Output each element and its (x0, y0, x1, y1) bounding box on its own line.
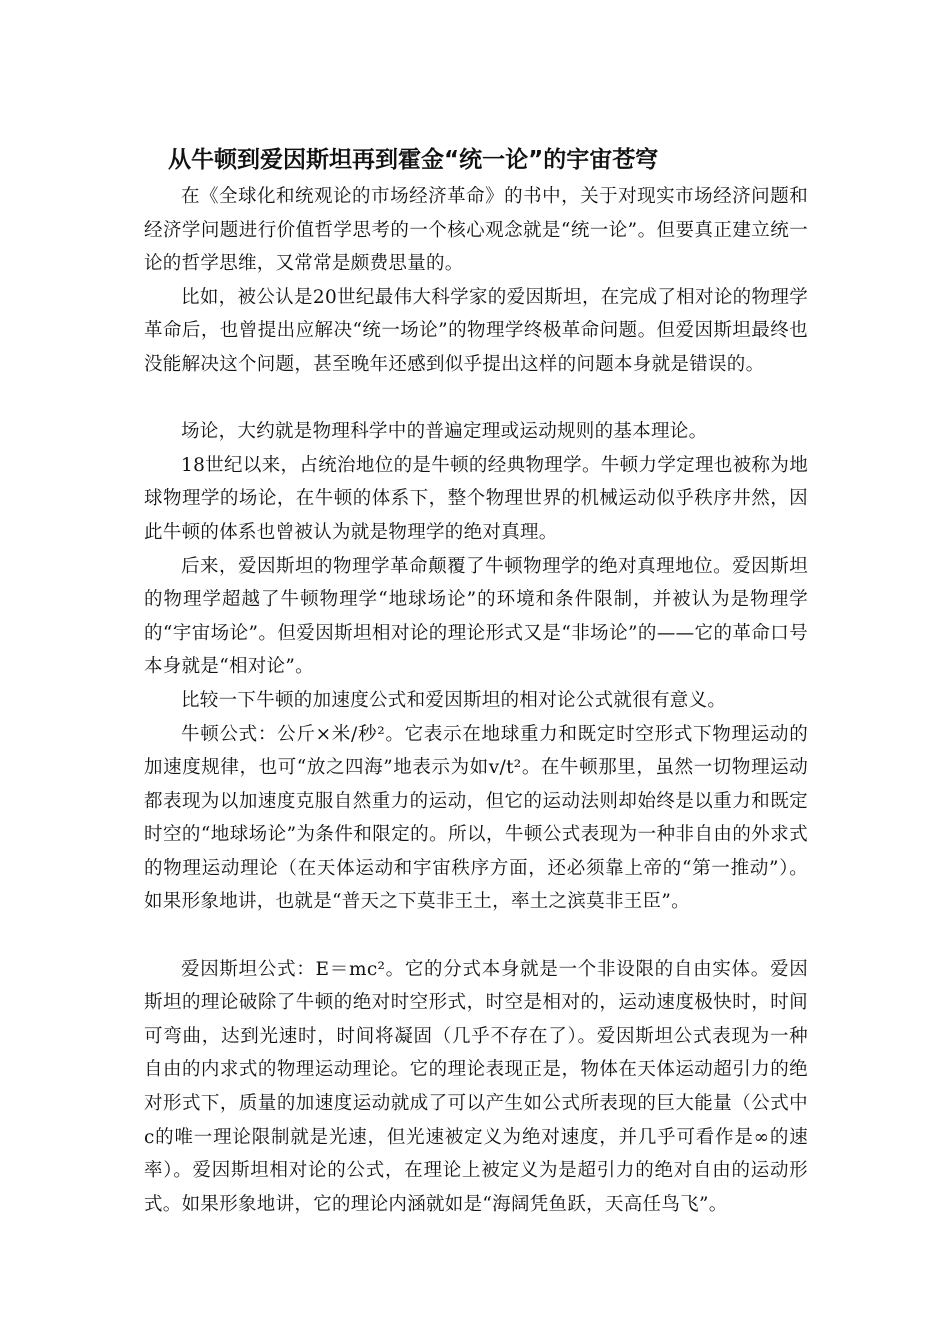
paragraph-3: 场论，大约就是物理科学中的普遍定理或运动规则的基本理论。 (181, 421, 708, 443)
paragraph-1: 在《全球化和统观论的市场经济革命》的书中，关于对现实市场经济问题和经济学问题进行价值哲学思考的一个核心观念就是“统一论”。但要真正建立统一论的哲学思维，又常常是颇费思量的。 (144, 186, 808, 275)
paragraph-7: 牛顿公式：公斤×米/秒²。它表示在地球重力和既定时空形式下物理运动的加速度规律，也可“放之四海”地表示为如v/t²。在牛顿那里，虽然一切物理运动都表现为以加速度克服自然重力的运动，但它的运动法则却始终是以重力和既定时空的“地球场论”为条件和限定的。所以，牛顿公式表现为一种非自由的外求式的物理运动理论（在天体运动和宇宙秩序方面，还必须靠上帝的“第一推动”）。如果形象地讲，也就是“普天之下莫非王土，率土之滨莫非王臣”。 (144, 723, 808, 913)
paragraph-6: 比较一下牛顿的加速度公式和爱因斯坦的相对论公式就很有意义。 (181, 689, 727, 711)
paragraph-2: 比如，被公认是20世纪最伟大科学家的爱因斯坦，在完成了相对论的物理学革命后，也曾提出应解决“统一场论”的物理学终极革命问题。但爱因斯坦最终也没能解决这个问题，甚至晚年还感到似乎提出这样的问题本身就是错误的。 (144, 286, 808, 375)
document-title: 从牛顿到爱因斯坦再到霍金“统一论”的宇宙苍穹 (168, 147, 659, 173)
document-body (144, 180, 808, 1221)
paragraph-8: 爱因斯坦公式：E＝mc²。它的分式本身就是一个非设限的自由实体。爱因斯坦的理论破除了牛顿的绝对时空形式，时空是相对的，运动速度极快时，时间可弯曲，达到光速时，时间将凝固（几乎不存在了）。爱因斯坦公式表现为一种自由的内求式的物理运动理论。它的理论表现正是，物体在天体运动超引力的绝对形式下，质量的加速度运动就成了可以产生如公式所表现的巨大能量（公式中c的唯一理论限制就是光速，但光速被定义为绝对速度，并几乎可看作是∞的速率）。爱因斯坦相对论的公式，在理论上被定义为是超引力的绝对自由的运动形式。如果形象地讲，它的理论内涵就如是“海阔凭鱼跃，天高任鸟飞”。 (144, 958, 808, 1215)
paragraph-4: 18世纪以来，占统治地位的是牛顿的经典物理学。牛顿力学定理也被称为地球物理学的场论，在牛顿的体系下，整个物理世界的机械运动似乎秩序井然，因此牛顿的体系也曾被认为就是物理学的绝对真理。 (144, 454, 808, 543)
paragraph-5: 后来，爱因斯坦的物理学革命颠覆了牛顿物理学的绝对真理地位。爱因斯坦的物理学超越了牛顿物理学“地球场论”的环境和条件限制，并被认为是物理学的“宇宙场论”。但爱因斯坦相对论的理论形式又是“非场论”的——它的革命口号本身就是“相对论”。 (144, 555, 808, 678)
